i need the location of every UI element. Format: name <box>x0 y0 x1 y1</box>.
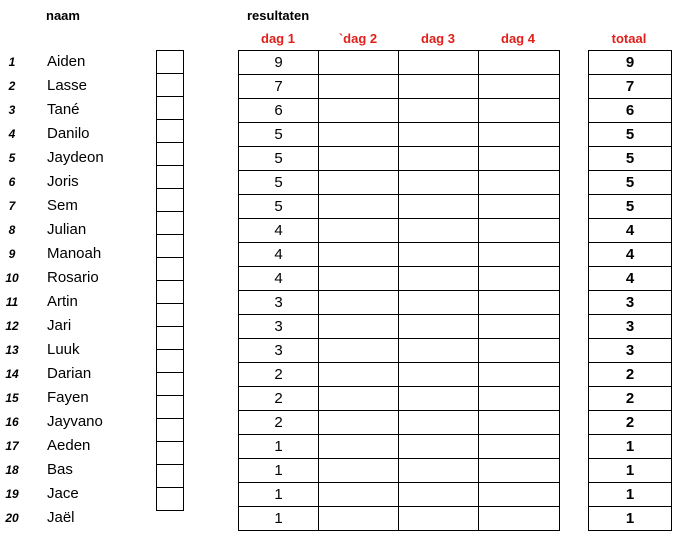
day1-cell[interactable]: 9 <box>239 51 319 75</box>
day1-cell[interactable]: 6 <box>239 99 319 123</box>
day3-cell[interactable] <box>399 387 479 411</box>
row-rank: 15 <box>5 391 19 405</box>
day3-cell[interactable] <box>399 291 479 315</box>
checkbox-row <box>157 235 184 258</box>
total-row <box>589 411 672 435</box>
row-name: Tané <box>47 101 80 118</box>
row-rank: 18 <box>5 463 19 477</box>
total-cell[interactable]: 4 <box>589 243 672 267</box>
row-name: Rosario <box>47 269 99 286</box>
checkbox-cell[interactable] <box>157 97 184 120</box>
checkbox-row <box>157 120 184 143</box>
day3-cell[interactable] <box>399 147 479 171</box>
checkbox-row <box>157 51 184 74</box>
day1-cell[interactable]: 2 <box>239 363 319 387</box>
total-row <box>589 123 672 147</box>
table-row <box>239 123 560 147</box>
day3-cell[interactable] <box>399 411 479 435</box>
row-rank: 14 <box>5 367 19 381</box>
table-row <box>239 339 560 363</box>
results-table <box>238 50 560 531</box>
row-name: Danilo <box>47 125 90 142</box>
total-row <box>589 147 672 171</box>
row-name: Jaydeon <box>47 149 104 166</box>
total-row <box>589 507 672 531</box>
row-name: Jayvano <box>47 413 103 430</box>
row-name: Aeden <box>47 437 91 454</box>
checkbox-cell[interactable] <box>157 442 184 465</box>
table-row <box>239 291 560 315</box>
checkbox-row <box>157 74 184 97</box>
day2-cell[interactable] <box>319 363 399 387</box>
day3-cell[interactable] <box>399 267 479 291</box>
checkbox-cell[interactable] <box>157 166 184 189</box>
day4-cell[interactable] <box>479 171 560 195</box>
total-cell[interactable]: 5 <box>589 147 672 171</box>
total-row <box>589 363 672 387</box>
row-rank: 8 <box>8 223 16 237</box>
row-rank: 3 <box>8 103 16 117</box>
row-name: Bas <box>47 461 73 478</box>
day3-cell[interactable] <box>399 243 479 267</box>
table-row <box>239 507 560 531</box>
day1-cell[interactable]: 1 <box>239 435 319 459</box>
checkbox-cell[interactable] <box>157 74 184 97</box>
row-name: Sem <box>47 197 78 214</box>
day3-cell[interactable] <box>399 219 479 243</box>
total-cell[interactable]: 1 <box>589 483 672 507</box>
day4-header: dag 4 <box>501 31 535 46</box>
day2-cell[interactable] <box>319 99 399 123</box>
table-row <box>239 195 560 219</box>
day3-cell[interactable] <box>399 195 479 219</box>
row-name: Jaël <box>47 509 75 526</box>
total-cell[interactable]: 1 <box>589 459 672 483</box>
day1-header: dag 1 <box>261 31 295 46</box>
day4-cell[interactable] <box>479 291 560 315</box>
day2-cell[interactable] <box>319 483 399 507</box>
row-rank: 7 <box>8 199 16 213</box>
total-cell[interactable]: 5 <box>589 195 672 219</box>
day1-cell[interactable]: 5 <box>239 147 319 171</box>
day3-cell[interactable] <box>399 363 479 387</box>
table-row <box>239 51 560 75</box>
day4-cell[interactable] <box>479 339 560 363</box>
day1-cell[interactable]: 4 <box>239 219 319 243</box>
checkbox-cell[interactable] <box>157 235 184 258</box>
total-table <box>588 50 672 531</box>
day4-cell[interactable] <box>479 123 560 147</box>
checkbox-cell[interactable] <box>157 304 184 327</box>
checkbox-row <box>157 327 184 350</box>
day2-cell[interactable] <box>319 435 399 459</box>
row-rank: 11 <box>5 295 19 309</box>
table-row <box>239 483 560 507</box>
checkbox-cell[interactable] <box>157 327 184 350</box>
total-cell[interactable]: 3 <box>589 291 672 315</box>
checkbox-row <box>157 281 184 304</box>
total-row <box>589 459 672 483</box>
total-cell[interactable]: 1 <box>589 435 672 459</box>
day3-cell[interactable] <box>399 315 479 339</box>
table-row <box>239 171 560 195</box>
checkbox-row <box>157 143 184 166</box>
day2-cell[interactable] <box>319 267 399 291</box>
day3-cell[interactable] <box>399 75 479 99</box>
table-row <box>239 387 560 411</box>
row-rank: 6 <box>8 175 16 189</box>
day2-cell[interactable] <box>319 507 399 531</box>
day1-cell[interactable]: 1 <box>239 459 319 483</box>
row-name: Fayen <box>47 389 89 406</box>
checkbox-row <box>157 304 184 327</box>
row-name: Aiden <box>47 53 86 70</box>
row-name: Manoah <box>47 245 102 262</box>
day2-cell[interactable] <box>319 411 399 435</box>
day1-cell[interactable]: 1 <box>239 507 319 531</box>
day4-cell[interactable] <box>479 75 560 99</box>
day4-cell[interactable] <box>479 51 560 75</box>
day2-cell[interactable] <box>319 75 399 99</box>
total-cell[interactable]: 4 <box>589 219 672 243</box>
day2-cell[interactable] <box>319 315 399 339</box>
row-rank: 10 <box>5 271 19 285</box>
day3-cell[interactable] <box>399 483 479 507</box>
day1-cell[interactable]: 3 <box>239 291 319 315</box>
row-rank: 1 <box>8 55 16 69</box>
day3-cell[interactable] <box>399 435 479 459</box>
checkbox-row <box>157 97 184 120</box>
row-name: Jari <box>47 317 72 334</box>
checkbox-row <box>157 488 184 511</box>
total-cell[interactable]: 3 <box>589 339 672 363</box>
day2-cell[interactable] <box>319 243 399 267</box>
total-cell[interactable]: 5 <box>589 171 672 195</box>
day4-cell[interactable] <box>479 267 560 291</box>
day1-cell[interactable]: 5 <box>239 195 319 219</box>
checkbox-row <box>157 189 184 212</box>
checkbox-row <box>157 396 184 419</box>
table-row <box>239 435 560 459</box>
checkbox-cell[interactable] <box>157 350 184 373</box>
checkbox-row <box>157 442 184 465</box>
total-cell[interactable]: 2 <box>589 363 672 387</box>
day4-cell[interactable] <box>479 243 560 267</box>
total-row <box>589 219 672 243</box>
day3-cell[interactable] <box>399 51 479 75</box>
checkbox-cell[interactable] <box>157 488 184 511</box>
name-column-header: naam <box>46 8 80 23</box>
checkbox-cell[interactable] <box>157 281 184 304</box>
total-cell[interactable]: 2 <box>589 411 672 435</box>
total-cell[interactable]: 2 <box>589 387 672 411</box>
day1-cell[interactable]: 2 <box>239 387 319 411</box>
day1-cell[interactable]: 4 <box>239 267 319 291</box>
day3-cell[interactable] <box>399 459 479 483</box>
day1-cell[interactable]: 5 <box>239 123 319 147</box>
checkbox-cell[interactable] <box>157 373 184 396</box>
table-row <box>239 219 560 243</box>
day2-cell[interactable] <box>319 171 399 195</box>
row-rank: 13 <box>5 343 19 357</box>
day4-cell[interactable] <box>479 147 560 171</box>
total-row <box>589 195 672 219</box>
day4-cell[interactable] <box>479 507 560 531</box>
row-rank: 5 <box>8 151 16 165</box>
row-name: Julian <box>47 221 87 238</box>
checkbox-row <box>157 373 184 396</box>
checkbox-row <box>157 258 184 281</box>
row-name: Darian <box>47 365 92 382</box>
checkbox-cell[interactable] <box>157 51 184 74</box>
row-name: Jace <box>47 485 79 502</box>
total-row <box>589 267 672 291</box>
day2-cell[interactable] <box>319 219 399 243</box>
total-cell[interactable]: 7 <box>589 75 672 99</box>
checkbox-row <box>157 212 184 235</box>
total-row <box>589 171 672 195</box>
checkbox-row <box>157 166 184 189</box>
day3-cell[interactable] <box>399 99 479 123</box>
day4-cell[interactable] <box>479 435 560 459</box>
day2-cell[interactable] <box>319 339 399 363</box>
day3-cell[interactable] <box>399 123 479 147</box>
checkbox-cell[interactable] <box>157 258 184 281</box>
day1-cell[interactable]: 1 <box>239 483 319 507</box>
total-row <box>589 51 672 75</box>
table-row <box>239 267 560 291</box>
total-row <box>589 243 672 267</box>
day2-cell[interactable] <box>319 291 399 315</box>
day2-cell[interactable] <box>319 123 399 147</box>
total-cell[interactable]: 9 <box>589 51 672 75</box>
day2-cell[interactable] <box>319 459 399 483</box>
total-row <box>589 435 672 459</box>
day3-cell[interactable] <box>399 339 479 363</box>
checkbox-cell[interactable] <box>157 396 184 419</box>
table-row <box>239 75 560 99</box>
table-row <box>239 363 560 387</box>
day4-cell[interactable] <box>479 387 560 411</box>
day2-cell[interactable] <box>319 51 399 75</box>
total-row <box>589 291 672 315</box>
day1-cell[interactable]: 2 <box>239 411 319 435</box>
total-cell[interactable]: 6 <box>589 99 672 123</box>
day4-cell[interactable] <box>479 315 560 339</box>
day2-cell[interactable] <box>319 387 399 411</box>
day3-cell[interactable] <box>399 171 479 195</box>
total-row <box>589 483 672 507</box>
day4-cell[interactable] <box>479 195 560 219</box>
row-name: Joris <box>47 173 79 190</box>
total-row <box>589 387 672 411</box>
day4-cell[interactable] <box>479 411 560 435</box>
total-row <box>589 315 672 339</box>
checkbox-cell[interactable] <box>157 419 184 442</box>
day4-cell[interactable] <box>479 219 560 243</box>
checkbox-cell[interactable] <box>157 120 184 143</box>
checkbox-cell[interactable] <box>157 189 184 212</box>
day1-cell[interactable]: 7 <box>239 75 319 99</box>
row-rank: 12 <box>5 319 19 333</box>
results-header: resultaten <box>247 8 310 23</box>
checkbox-cell[interactable] <box>157 465 184 488</box>
day1-cell[interactable]: 3 <box>239 315 319 339</box>
row-name: Luuk <box>47 341 80 358</box>
checkbox-column <box>156 50 184 511</box>
total-row <box>589 339 672 363</box>
table-row <box>239 459 560 483</box>
checkbox-cell[interactable] <box>157 212 184 235</box>
table-row <box>239 147 560 171</box>
row-name: Artin <box>47 293 78 310</box>
row-rank: 9 <box>8 247 16 261</box>
day1-cell[interactable]: 3 <box>239 339 319 363</box>
total-cell[interactable]: 1 <box>589 507 672 531</box>
total-cell[interactable]: 5 <box>589 123 672 147</box>
day2-header: `dag 2 <box>338 31 378 46</box>
day4-cell[interactable] <box>479 99 560 123</box>
total-header: totaal <box>611 31 647 46</box>
row-name: Lasse <box>47 77 88 94</box>
row-rank: 2 <box>8 79 16 93</box>
row-rank: 4 <box>8 127 16 141</box>
row-rank: 20 <box>5 511 19 525</box>
day3-header: dag 3 <box>421 31 455 46</box>
day4-cell[interactable] <box>479 363 560 387</box>
row-rank: 16 <box>5 415 19 429</box>
checkbox-row <box>157 465 184 488</box>
total-row <box>589 99 672 123</box>
table-row <box>239 315 560 339</box>
day2-cell[interactable] <box>319 147 399 171</box>
day4-cell[interactable] <box>479 459 560 483</box>
day1-cell[interactable]: 5 <box>239 171 319 195</box>
day3-cell[interactable] <box>399 507 479 531</box>
total-cell[interactable]: 4 <box>589 267 672 291</box>
total-row <box>589 75 672 99</box>
day1-cell[interactable]: 4 <box>239 243 319 267</box>
table-row <box>239 243 560 267</box>
table-row <box>239 411 560 435</box>
checkbox-row <box>157 350 184 373</box>
total-cell[interactable]: 3 <box>589 315 672 339</box>
row-rank: 19 <box>5 487 19 501</box>
day4-cell[interactable] <box>479 483 560 507</box>
day2-cell[interactable] <box>319 195 399 219</box>
table-row <box>239 99 560 123</box>
row-rank: 17 <box>5 439 19 453</box>
checkbox-cell[interactable] <box>157 143 184 166</box>
checkbox-row <box>157 419 184 442</box>
